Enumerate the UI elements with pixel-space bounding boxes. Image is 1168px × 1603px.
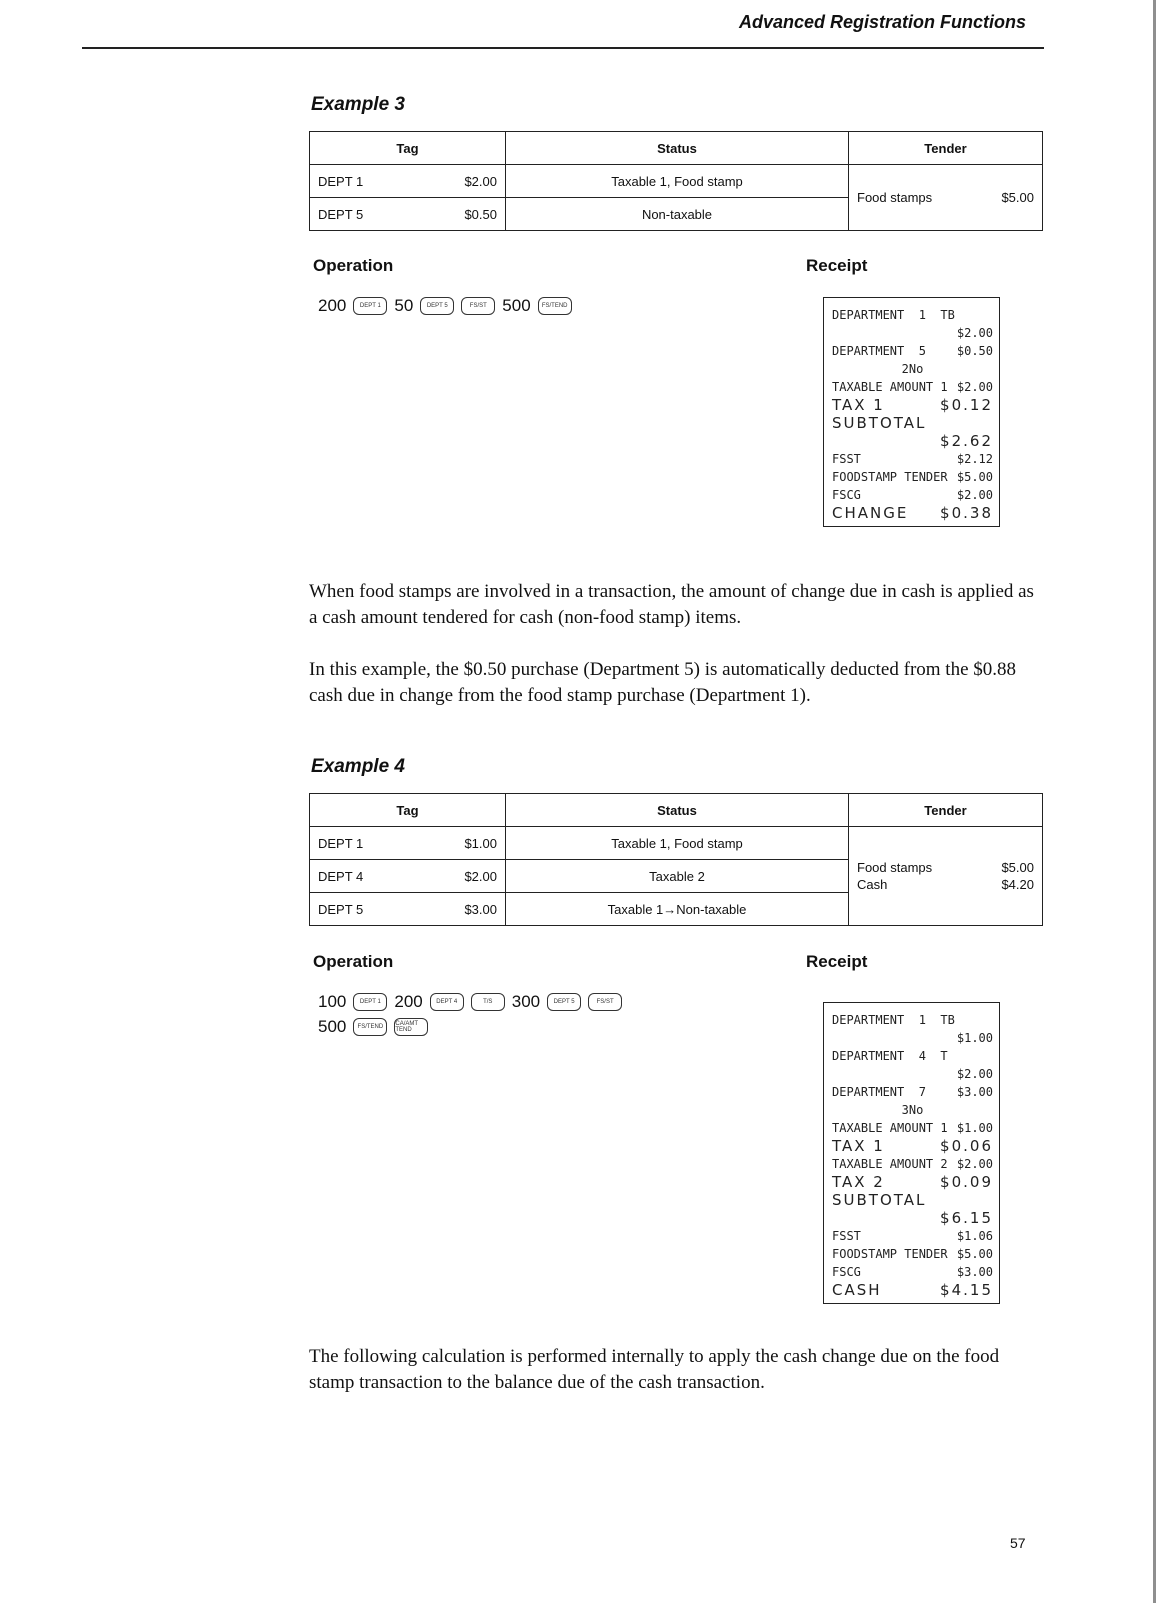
receipt-line-value: $2.00 [956,1067,993,1081]
example-4-table [309,793,1043,926]
dept-amount: $2.00 [464,173,497,189]
dept-name: DEPT 1 [318,835,364,851]
header-rule [82,47,1044,49]
receipt-line-value: $2.12 [956,452,993,466]
receipt-line-label: DEPARTMENT 7 [832,1085,926,1099]
receipt-line-label: FSCG [832,488,861,502]
status-header: Status [506,794,849,827]
receipt-line-label: DEPARTMENT 1 TB [832,308,955,322]
tender-label: Food stamps [857,860,933,875]
receipt-line [832,306,993,324]
running-header: Advanced Registration Functions [738,12,1026,32]
keypad-key-icon: FS/ST [461,297,495,315]
receipt-line [832,1281,993,1299]
dept-amount: $2.00 [464,868,497,884]
receipt-line-label: FSST [832,452,861,466]
receipt-line-value: $5.00 [956,1247,993,1261]
receipt-line [832,1173,993,1191]
receipt-line-value: $2.62 [940,432,993,450]
keypad-key-icon: DEPT 4 [430,993,464,1011]
receipt-line [832,450,993,468]
receipt-line [832,432,993,450]
receipt-line-value: $0.06 [940,1137,993,1155]
keypad-key-icon: FS/TEND [538,297,572,315]
receipt-line-label: FSCG [832,1265,861,1279]
tag-header: Tag [310,132,506,165]
receipt-printout [823,297,1000,527]
receipt-line-label: FSST [832,1229,861,1243]
keyed-amount: 100 [318,992,347,1011]
table-row [310,827,1043,860]
tender-amount: $5.00 [1001,190,1034,205]
receipt-line [832,1245,993,1263]
receipt-line-label: DEPARTMENT 5 [832,344,926,358]
receipt-line-value: $2.00 [956,1157,993,1171]
tag-header: Tag [310,794,506,827]
operation-sequence [318,992,622,1012]
keypad-key-icon: FS/ST [588,993,622,1011]
dept-amount: $0.50 [464,206,497,222]
receipt-line-value: $3.00 [956,1085,993,1099]
body-paragraph: When food stamps are involved in a transaction, the amount of change due in cash is applied as a cash amount tendered for cash (non-food stamp) items. [309,581,1034,628]
keyed-amount: 300 [511,992,541,1011]
keypad-key-icon: DEPT 1 [353,993,387,1011]
receipt-line-value: $4.15 [940,1281,993,1299]
receipt-line-label: CASH [832,1281,882,1299]
keypad-key-icon: DEPT 5 [420,297,454,315]
dept-status: Taxable 1→Non-taxable [506,893,849,926]
receipt-line [832,414,993,432]
receipt-line-value: $1.06 [956,1229,993,1243]
receipt-line-label: CHANGE [832,504,909,522]
page-edge [1153,0,1156,1603]
operation-sequence [318,296,572,316]
body-paragraph: The following calculation is performed internally to apply the cash change due on the food stamp transaction to the balance due of the cash transaction. [309,1346,1000,1393]
status-header: Status [506,132,849,165]
receipt-line [832,378,993,396]
example-3-heading: Example 3 [311,94,405,115]
receipt-line [832,1155,993,1173]
receipt-label: Receipt [806,952,868,971]
receipt-line [832,396,993,414]
receipt-line [832,1065,993,1083]
receipt-line-label: TAXABLE AMOUNT 2 [832,1157,948,1171]
tender-cell [849,165,1043,231]
receipt-line-value: $2.00 [956,326,993,340]
receipt-line [832,504,993,522]
receipt-line [832,1119,993,1137]
receipt-line [832,1101,993,1119]
example-3-table [309,131,1043,231]
receipt-line [832,1263,993,1281]
receipt-line-value: $2.00 [956,380,993,394]
keyed-amount: 200 [394,992,423,1011]
receipt-line-label: DEPARTMENT 4 T [832,1049,948,1063]
keypad-key-icon: CA/AMT TEND [394,1018,428,1036]
dept-name: DEPT 1 [318,173,364,189]
receipt-line [832,1191,993,1209]
receipt-line [832,1047,993,1065]
receipt-line-value: $5.00 [956,470,993,484]
receipt-label: Receipt [806,256,868,275]
keypad-key-icon: FS/TEND [353,1018,387,1036]
keyed-amount: 500 [318,1017,347,1036]
page-number: 57 [1010,1535,1026,1551]
receipt-line-label: TAXABLE AMOUNT 1 [832,1121,948,1135]
keypad-key-icon: DEPT 1 [353,297,387,315]
keypad-key-icon: DEPT 5 [547,993,581,1011]
receipt-line-label: FOODSTAMP TENDER [832,1247,948,1261]
dept-status: Non-taxable [506,198,849,231]
example-4-heading: Example 4 [311,756,405,777]
tender-cell [849,827,1043,926]
receipt-line [832,1083,993,1101]
receipt-line [832,1227,993,1245]
receipt-line-label: DEPARTMENT 1 TB [832,1013,955,1027]
table-row [310,165,1043,198]
receipt-line [832,324,993,342]
dept-amount: $1.00 [464,835,497,851]
operation-label: Operation [313,952,394,971]
receipt-line-label: FOODSTAMP TENDER [832,470,948,484]
tender-label: Cash [857,877,888,892]
dept-name: DEPT 5 [318,901,364,917]
receipt-line-value: $0.12 [940,396,993,414]
tender-label: Food stamps [857,190,933,205]
body-paragraph: In this example, the $0.50 purchase (Department 5) is automatically deducted from the $0.88 cash due in change from the food stamp purchase (Department 1). [309,659,1017,706]
receipt-line-label: SUBTOTAL [832,1191,927,1209]
receipt-line [832,1011,993,1029]
receipt-line [832,1029,993,1047]
receipt-line-value: $6.15 [940,1209,993,1227]
tender-amount: $5.00 [1001,860,1034,875]
keyed-amount: 500 [502,296,531,315]
receipt-line [832,342,993,360]
dept-amount: $3.00 [464,901,497,917]
receipt-line-label: TAX 1 [832,1137,885,1155]
receipt-line-value: $1.00 [956,1121,993,1135]
keyed-amount: 200 [318,296,347,315]
dept-status: Taxable 1, Food stamp [506,165,849,198]
receipt-printout [823,1002,1000,1304]
dept-status: Taxable 1, Food stamp [506,827,849,860]
receipt-line [832,1137,993,1155]
receipt-line [832,1209,993,1227]
tender-header: Tender [849,794,1043,827]
tender-amount: $4.20 [1001,877,1034,892]
receipt-line-value: $1.00 [956,1031,993,1045]
receipt-line [832,486,993,504]
receipt-line-label: 2No [901,362,924,376]
keyed-amount: 50 [394,296,414,315]
receipt-line [832,360,993,378]
operation-label: Operation [313,256,394,275]
receipt-line-value: $0.50 [956,344,993,358]
operation-sequence [318,1017,428,1037]
receipt-line-label: TAX 1 [832,396,885,414]
receipt-line-label: SUBTOTAL [832,414,927,432]
receipt-line-value: $2.00 [956,488,993,502]
receipt-line-label: TAXABLE AMOUNT 1 [832,380,948,394]
tender-header: Tender [849,132,1043,165]
receipt-line [832,468,993,486]
receipt-line-value: $0.38 [940,504,993,522]
receipt-line-value: $3.00 [956,1265,993,1279]
dept-status: Taxable 2 [506,860,849,893]
receipt-line-label: TAX 2 [832,1173,885,1191]
receipt-line-value: $0.09 [940,1173,993,1191]
dept-name: DEPT 5 [318,206,364,222]
dept-name: DEPT 4 [318,868,364,884]
keypad-key-icon: T/S [471,993,505,1011]
receipt-line-label: 3No [901,1103,924,1117]
